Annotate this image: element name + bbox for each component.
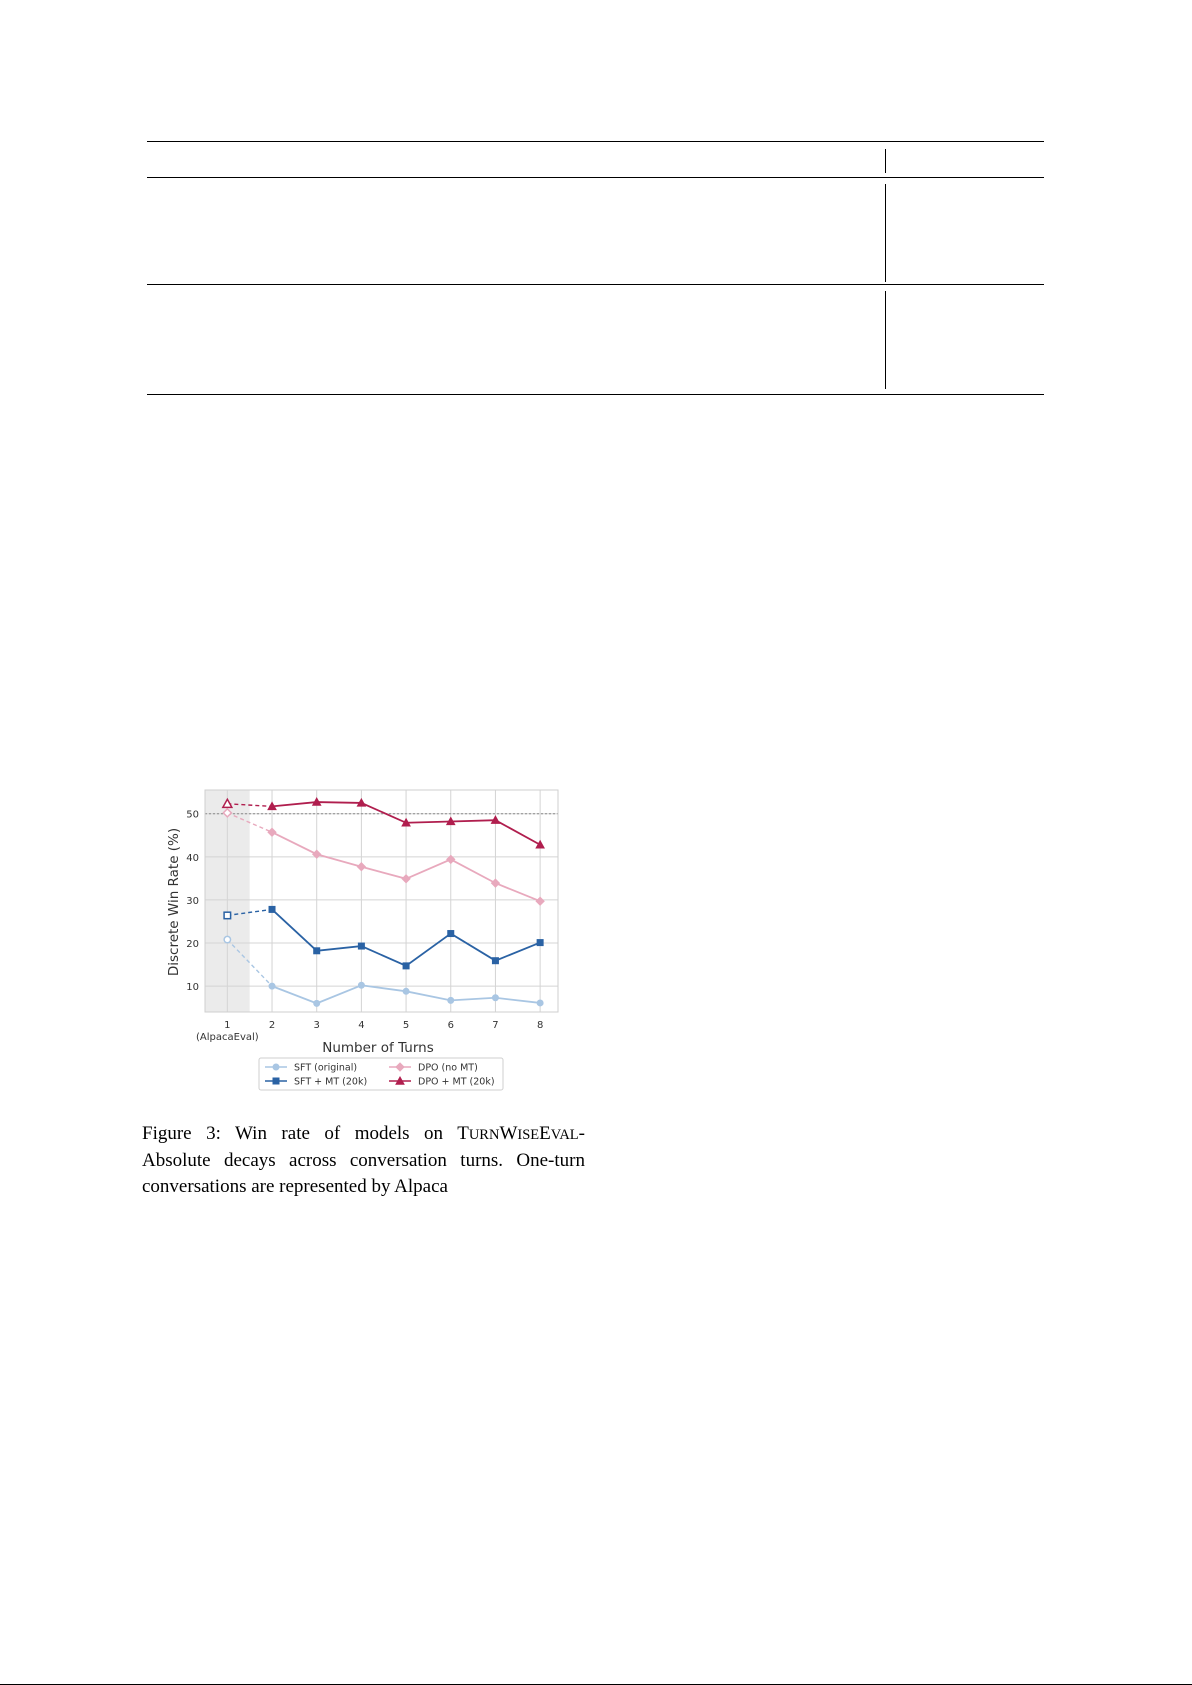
x-tick-label: 4 (358, 1020, 365, 1031)
legend-label-sft-mt-20k: SFT + MT (20k) (294, 1076, 368, 1088)
data-point-sft-mt-20k (448, 931, 454, 937)
legend-label-dpo-mt-20k: DPO + MT (20k) (418, 1076, 495, 1088)
y-tick-label: 20 (186, 939, 199, 951)
table-column-separator (885, 291, 886, 389)
data-point-sft-original (224, 936, 230, 942)
data-point-sft-original (492, 995, 498, 1001)
x-tick-label: 6 (447, 1020, 454, 1031)
table-bottom-rule (147, 394, 1044, 395)
data-point-sft-original (537, 1000, 543, 1006)
plot-area (205, 790, 558, 1012)
table-top-rule (147, 141, 1044, 142)
table-header-rule (147, 177, 1044, 178)
data-point-sft-original (314, 1000, 320, 1006)
table-column-separator (885, 149, 886, 173)
data-point-sft-mt-20k (224, 912, 231, 919)
y-tick-label: 50 (186, 809, 199, 821)
legend-label-dpo-no-mt: DPO (no MT) (418, 1062, 478, 1074)
x-axis-label: Number of Turns (322, 1040, 434, 1056)
data-point-sft-mt-20k (537, 940, 543, 946)
x-tick-label: 3 (313, 1020, 320, 1031)
table-column-separator (885, 184, 886, 282)
data-point-sft-mt-20k (403, 963, 409, 969)
data-point-sft-mt-20k (492, 958, 498, 964)
data-point-sft-original (358, 982, 364, 988)
data-point-sft-mt-20k (314, 948, 320, 954)
y-axis-label: Discrete Win Rate (%) (166, 827, 182, 977)
data-point-sft-original (403, 988, 409, 994)
x-tick-label: 7 (492, 1020, 499, 1031)
data-point-sft-mt-20k (358, 943, 364, 949)
win-rate-line-chart (160, 786, 560, 1106)
y-tick-label: 40 (186, 852, 199, 864)
x-tick-label: 2 (268, 1020, 276, 1031)
y-tick-label: 30 (186, 895, 199, 907)
data-point-sft-original (269, 983, 275, 989)
data-point-sft-original (448, 997, 454, 1003)
caption-suffix: Absolute decays across conversation turns. One-turn conversations are represented by Alpaca (142, 1150, 585, 1197)
legend-marker-sft-original (273, 1064, 279, 1070)
x-tick-label: 8 (536, 1020, 544, 1031)
x-tick-label: 1 (224, 1020, 231, 1031)
figure-caption (142, 1121, 585, 1200)
legend-label-sft-original: SFT (original) (294, 1062, 358, 1074)
caption-prefix: Figure 3: Win rate of models on (142, 1123, 458, 1144)
legend-marker-sft-mt-20k (273, 1078, 279, 1084)
x-tick-sublabel: (AlpacaEval) (196, 1032, 259, 1043)
caption-benchmark-name: TURNWISEEVAL- (457, 1123, 585, 1144)
chart-legend (259, 1058, 503, 1090)
table-mid-rule (147, 284, 1044, 285)
data-point-sft-mt-20k (269, 906, 275, 912)
x-tick-label: 5 (402, 1020, 410, 1031)
y-tick-label: 10 (186, 982, 199, 994)
win-rate-figure (160, 786, 560, 1106)
